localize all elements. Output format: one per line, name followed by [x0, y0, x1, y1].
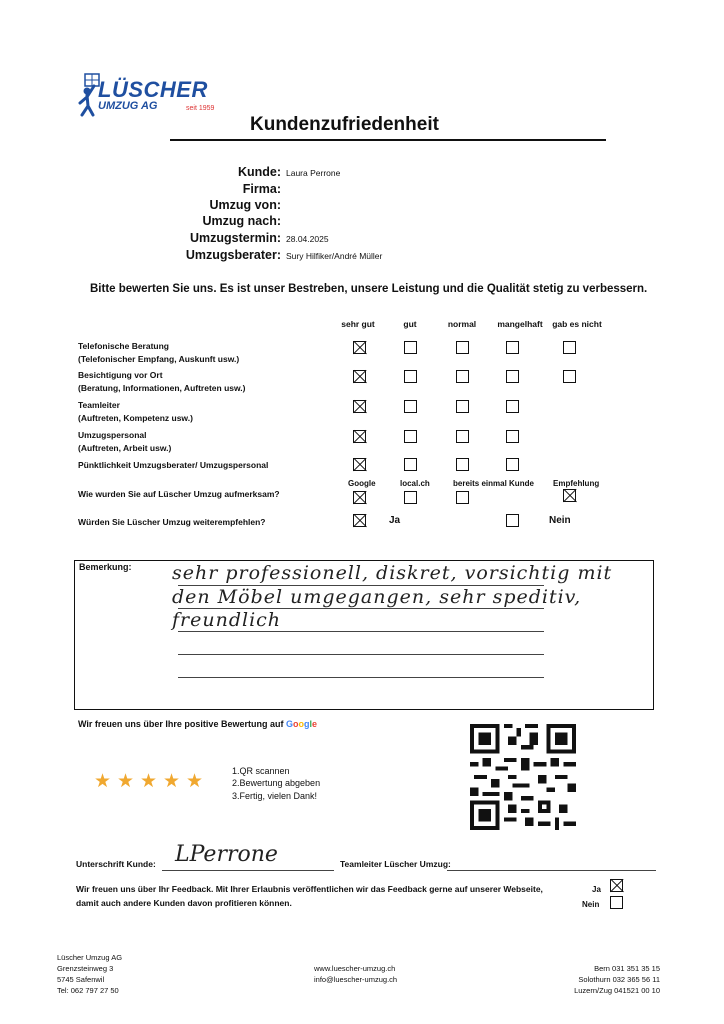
star-icon: ★ — [94, 771, 112, 792]
rating-checkbox[interactable] — [506, 370, 519, 383]
source-option-label: bereits einmal Kunde — [453, 479, 534, 488]
footer-website-link[interactable]: www.luescher-umzug.ch — [314, 964, 396, 973]
remark-line — [178, 631, 544, 632]
rating-title: Pünktlichkeit Umzugsberater/ Umzugspersonal — [78, 460, 269, 470]
rating-checkbox[interactable] — [456, 458, 469, 471]
rating-title: Besichtigung vor Ort — [78, 370, 163, 380]
source-checkbox-customer[interactable] — [456, 491, 469, 504]
google-letter: o — [292, 719, 299, 729]
company-logo — [76, 73, 236, 118]
remark-handwriting: freundlich — [172, 609, 282, 631]
qr-step: 2.Bewertung abgeben — [232, 778, 321, 788]
google-letter: g — [303, 719, 310, 729]
source-checkbox-google[interactable] — [353, 491, 366, 504]
star-icon: ★ — [163, 771, 181, 792]
signature-label: Unterschrift Kunde: — [76, 859, 156, 869]
info-label: Umzugsberater: — [185, 248, 281, 262]
source-question: Wie wurden Sie auf Lüscher Umzug aufmerksam? — [78, 489, 280, 499]
rating-checkbox[interactable] — [506, 430, 519, 443]
info-value: 28.04.2025 — [286, 234, 329, 244]
qr-step: 1.QR scannen — [232, 766, 290, 776]
logo-wordmark: LÜSCHER — [98, 77, 208, 102]
remark-line — [178, 677, 544, 678]
footer-offices — [574, 963, 660, 996]
rating-checkbox[interactable] — [506, 458, 519, 471]
recommend-yes-checkbox[interactable] — [353, 514, 366, 527]
google-letter: l — [309, 719, 312, 729]
rating-row-label — [78, 369, 245, 395]
rating-checkbox[interactable] — [404, 370, 417, 383]
column-header: gut — [403, 319, 417, 329]
rating-checkbox[interactable] — [456, 341, 469, 354]
teamleader-line — [447, 870, 656, 871]
rating-title: Teamleiter — [78, 400, 120, 410]
remark-handwriting: den Möbel umgegangen, sehr speditiv, — [172, 586, 582, 608]
rating-subtitle: (Telefonischer Empfang, Auskunft usw.) — [78, 354, 240, 364]
rating-checkbox[interactable] — [353, 430, 366, 443]
info-label: Umzugstermin: — [190, 231, 281, 245]
source-option-label: Empfehlung — [553, 479, 600, 488]
footer-email-link[interactable]: info@luescher-umzug.ch — [314, 975, 398, 984]
footer-line: Tel: 062 797 27 50 — [57, 986, 119, 995]
column-header: mangelhaft — [497, 319, 543, 329]
feedback-no-checkbox[interactable] — [610, 896, 623, 909]
rating-subtitle: (Auftreten, Arbeit usw.) — [78, 443, 172, 453]
recommend-no-label: Nein — [549, 515, 571, 526]
footer-line: 5745 Safenwil — [57, 975, 105, 984]
feedback-yes-checkbox[interactable] — [610, 879, 623, 892]
rating-checkbox[interactable] — [506, 400, 519, 413]
source-checkbox-local[interactable] — [404, 491, 417, 504]
rating-checkbox[interactable] — [404, 458, 417, 471]
info-value: Sury Hilfiker/André Müller — [286, 251, 383, 261]
info-label: Umzug nach: — [202, 214, 281, 228]
rating-checkbox[interactable] — [404, 400, 417, 413]
google-review-prompt — [78, 719, 317, 729]
recommend-no-checkbox[interactable] — [506, 514, 519, 527]
rating-row-label — [78, 459, 268, 472]
title-divider — [170, 139, 606, 141]
footer-office: Bern 031 351 35 15 — [594, 964, 660, 973]
google-letter: G — [285, 719, 293, 729]
footer-office: Solothurn 032 365 56 11 — [578, 975, 660, 984]
rating-checkbox[interactable] — [563, 341, 576, 354]
google-prompt-text: Wir freuen uns über Ihre positive Bewertung auf — [78, 719, 286, 729]
signature-line — [162, 870, 334, 871]
footer-office: Luzern/Zug 041521 00 10 — [574, 986, 660, 995]
info-value: Laura Perrone — [286, 168, 341, 178]
qr-step: 3.Fertig, vielen Dank! — [232, 791, 318, 801]
rating-title: Telefonische Beratung — [78, 341, 169, 351]
google-letter: o — [298, 719, 304, 729]
rating-subtitle: (Auftreten, Kompetenz usw.) — [78, 413, 193, 423]
rating-checkbox[interactable] — [404, 341, 417, 354]
star-icon: ★ — [186, 771, 204, 792]
rating-checkbox[interactable] — [353, 400, 366, 413]
remark-label: Bemerkung: — [79, 562, 132, 572]
google-letter: e — [311, 719, 317, 729]
rating-checkbox[interactable] — [563, 370, 576, 383]
column-header: gab es nicht — [552, 319, 602, 329]
intro-text: Bitte bewerten Sie uns. Es ist unser Bestreben, unsere Leistung und die Qualität stetig zu verbessern. — [90, 283, 648, 295]
star-icon: ★ — [117, 771, 135, 792]
logo-since: seit 1959 — [186, 105, 215, 112]
info-label: Umzug von: — [209, 198, 281, 212]
footer-web — [314, 963, 397, 985]
rating-checkbox[interactable] — [404, 430, 417, 443]
rating-checkbox[interactable] — [456, 400, 469, 413]
footer-line: Grenzsteinweg 3 — [57, 964, 114, 973]
source-option-label: local.ch — [400, 479, 430, 488]
remark-handwriting: sehr professionell, diskret, vorsichtig mit — [172, 562, 613, 584]
rating-checkbox[interactable] — [353, 370, 366, 383]
rating-checkbox[interactable] — [456, 370, 469, 383]
rating-row-label — [78, 399, 193, 425]
rating-title: Umzugspersonal — [78, 430, 147, 440]
info-label: Kunde: — [237, 165, 281, 179]
feedback-line: damit auch andere Kunden davon profitieren können. — [76, 898, 292, 908]
info-label: Firma: — [242, 182, 281, 196]
logo-subtitle: UMZUG AG — [98, 100, 158, 112]
feedback-line: Wir freuen uns über Ihr Feedback. Mit Ihrer Erlaubnis veröffentlichen wir das Feedback gerne auf unserer Webseite, — [76, 884, 543, 894]
rating-checkbox[interactable] — [353, 458, 366, 471]
source-option-label: Google — [348, 479, 376, 488]
rating-subtitle: (Beratung, Informationen, Auftreten usw.) — [78, 383, 246, 393]
star-icon: ★ — [140, 771, 158, 792]
source-checkbox-recommendation[interactable] — [563, 489, 576, 502]
rating-row-label — [78, 340, 239, 366]
rating-checkbox[interactable] — [506, 341, 519, 354]
footer-line: Lüscher Umzug AG — [57, 953, 123, 962]
feedback-consent-text — [76, 882, 546, 910]
document-title: Kundenzufriedenheit — [250, 114, 439, 135]
remark-line — [178, 654, 544, 655]
column-header: normal — [447, 319, 477, 329]
footer-address — [57, 952, 122, 996]
rating-row-label — [78, 429, 171, 455]
recommend-yes-label: Ja — [389, 515, 401, 526]
customer-signature: LPerrone — [175, 842, 278, 867]
column-header: sehr gut — [341, 319, 375, 329]
rating-checkbox[interactable] — [456, 430, 469, 443]
recommend-question: Würden Sie Lüscher Umzug weiterempfehlen? — [78, 517, 266, 527]
teamleader-label: Teamleiter Lüscher Umzug: — [340, 859, 451, 869]
feedback-no-label: Nein — [582, 900, 600, 909]
qr-code-icon[interactable] — [470, 724, 576, 830]
rating-checkbox[interactable] — [353, 341, 366, 354]
feedback-yes-label: Ja — [592, 885, 601, 894]
